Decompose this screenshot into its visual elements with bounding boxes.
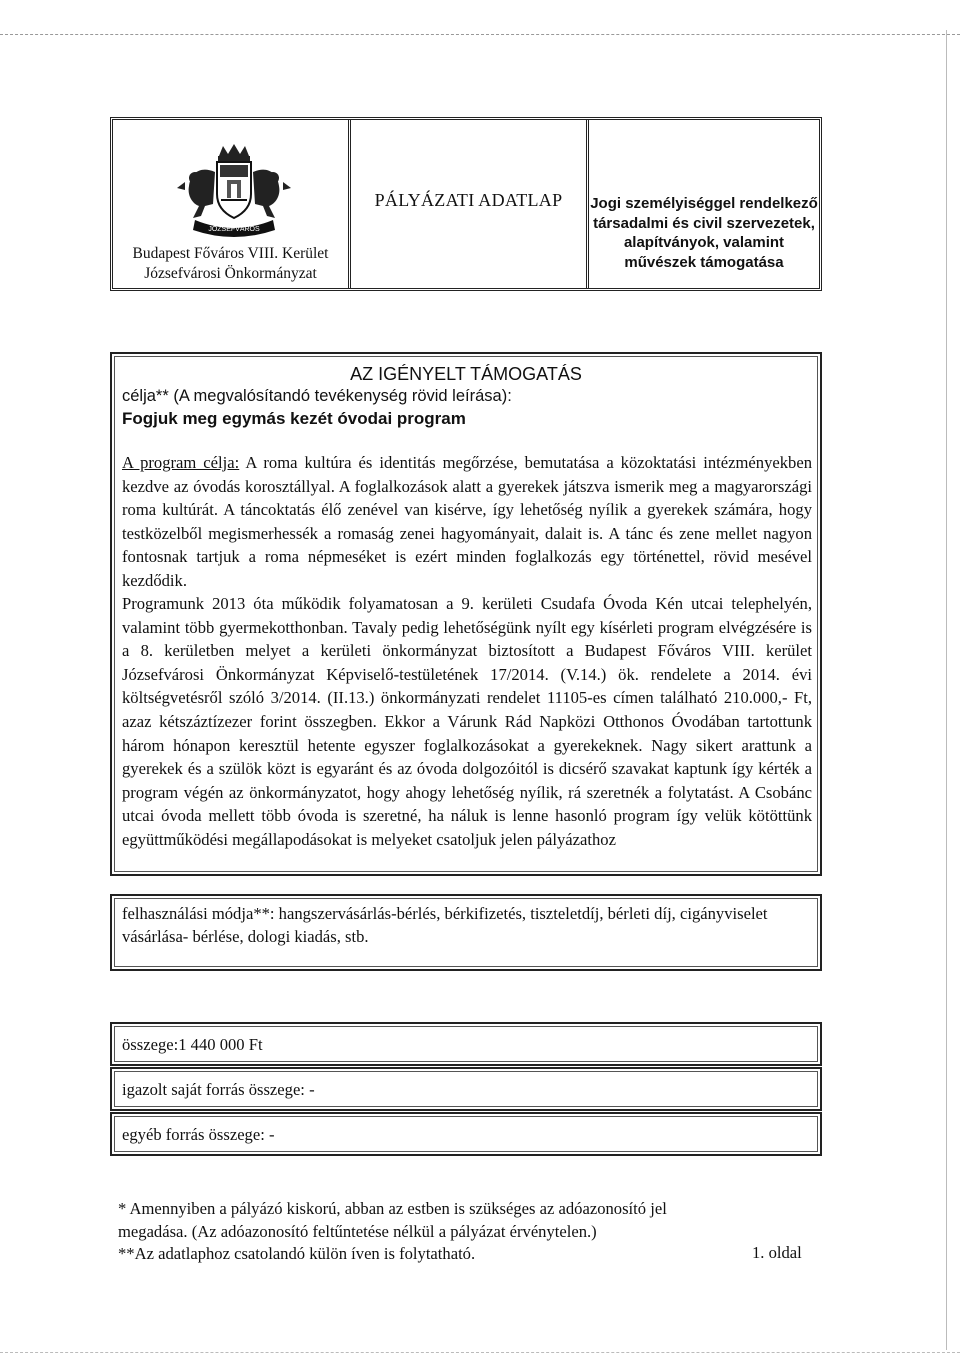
- footnote-1-line-2: megadása. (Az adóazonosító feltűntetése nélkül a pályázat érvénytelen.): [118, 1221, 597, 1241]
- issuer-line-2: Józsefvárosi Önkormányzat: [144, 265, 317, 282]
- applicants-line-2: társadalmi és civil szervezetek,: [593, 214, 815, 232]
- header-table: [110, 117, 822, 291]
- applicants-line-3: alapítványok, valamint: [623, 234, 785, 251]
- applicants-line-1: Jogi személyiséggel rendelkező: [590, 195, 818, 212]
- applicants-line-4: művészek támogatása: [624, 253, 784, 271]
- section-title: AZ IGÉNYELT TÁMOGATÁS: [350, 364, 582, 384]
- issuer-cell: [113, 120, 351, 288]
- history-paragraph: Programunk 2013 óta működik folyamatosan a 9. kerületi Csudafa Óvoda Kén utcai telephelyén, valamint több gyermekotthonban. Tavaly pedig lehetőségünk nyílt egy kísérleti program elvégzésére is a 8. kerületben melyet a kerületi önkormányzat biztosított a Budapest Főváros VIII. kerület Józsefvárosi Önkormányzat Képviselő-testületének 17/2014. (V.14.) ök. rendelete a 2014. évi költségvetésről szóló 3/2014. (II.13.) önkormányzati rendelet 11105-es címen található 210.000,- Ft, azaz kétszáztízezer forint összegben. Ekkor a Várunk Rád Napközi Otthonos Óvodában tartottunk három hónapon keresztül hetente egyszer foglalkozásokat a gyerekeknek. Nagy sikert arattunk a gyerekek és a szülök közt is egyaránt és az óvoda dolgozóitól is dicsérő szavakat kaptunk így kérték a program végén az önkormányzatot, hogy ahogy lehetőség nyílik, rá szeretnék a folytatást. A Csobánc utcai óvoda mellett több óvoda is szeretné, ha náluk is lenne hasonló program így velük kötöttünk együttműködési megállapodásokat is melyeket csatoljuk jelen pályázathoz: [122, 594, 812, 849]
- applicants-cell: [589, 120, 819, 288]
- support-section: [110, 352, 822, 876]
- issuer-line-1: Budapest Főváros VIII. Kerület: [132, 245, 329, 262]
- own-source-field: [110, 1067, 822, 1111]
- scan-artifact-bottom: [0, 1352, 960, 1353]
- footnote-2: **Az adatlaphoz csatolandó külön íven is folytatható.: [118, 1244, 476, 1263]
- issuer-name: [113, 244, 348, 284]
- form-title: PÁLYÁZATI ADATLAP: [374, 190, 563, 210]
- footnotes: [118, 1198, 818, 1266]
- crest-banner-text: JÓZSEFVÁROS: [208, 226, 260, 233]
- amount-field: [110, 1022, 822, 1066]
- other-source-text: egyéb forrás összege: -: [122, 1125, 275, 1144]
- page-number: 1. oldal: [752, 1243, 802, 1262]
- program-description: [122, 451, 812, 851]
- coat-of-arms-icon: [171, 142, 297, 240]
- goal-text: A roma kultúra és identitás megőrzése, bemutatása a közoktatási intézményekben kezdve az óvodás korosztállyal. A foglalkozások alatt a gyerekek játszva ismerik meg a magyarországi roma kultúrát. A táncoktatás élő zenével van kisérve, így lehetőség nyílik a gyerekek számára, hogy testközelből megismerhessék a romaság zenei hagyományait, dalait is. A tánc és zene mellet nagyon fontosnak tartjuk a roma népmeséket is ezért minden foglalkozás egy történettel, rövid mesével kezdődik.: [122, 453, 812, 590]
- goal-paragraph: [122, 451, 812, 592]
- goal-prefix: A program célja:: [122, 453, 240, 472]
- title-cell: [351, 120, 589, 288]
- usage-field: [110, 894, 822, 971]
- usage-text: felhasználási módja**: hangszervásárlás-bérlés, bérkifizetés, tiszteletdíj, bérleti díj, cigányviselet vásárlása- bérlése, dologi kiadás, stb.: [122, 904, 768, 946]
- scan-artifact-top: [0, 34, 960, 35]
- footnote-1-line-1: * Amennyiben a pályázó kiskorú, abban az estben is szükséges az adóazonosító jel: [118, 1199, 667, 1218]
- amount-text: összege:1 440 000 Ft: [122, 1035, 263, 1054]
- scan-artifact-right: [946, 30, 947, 1350]
- applicants-text: [589, 194, 819, 272]
- own-source-text: igazolt saját forrás összege: -: [122, 1080, 315, 1099]
- other-source-field: [110, 1112, 822, 1156]
- goal-label: célja** (A megvalósítandó tevékenység rövid leírása):: [122, 387, 512, 405]
- program-name: Fogjuk meg egymás kezét óvodai program: [122, 409, 466, 428]
